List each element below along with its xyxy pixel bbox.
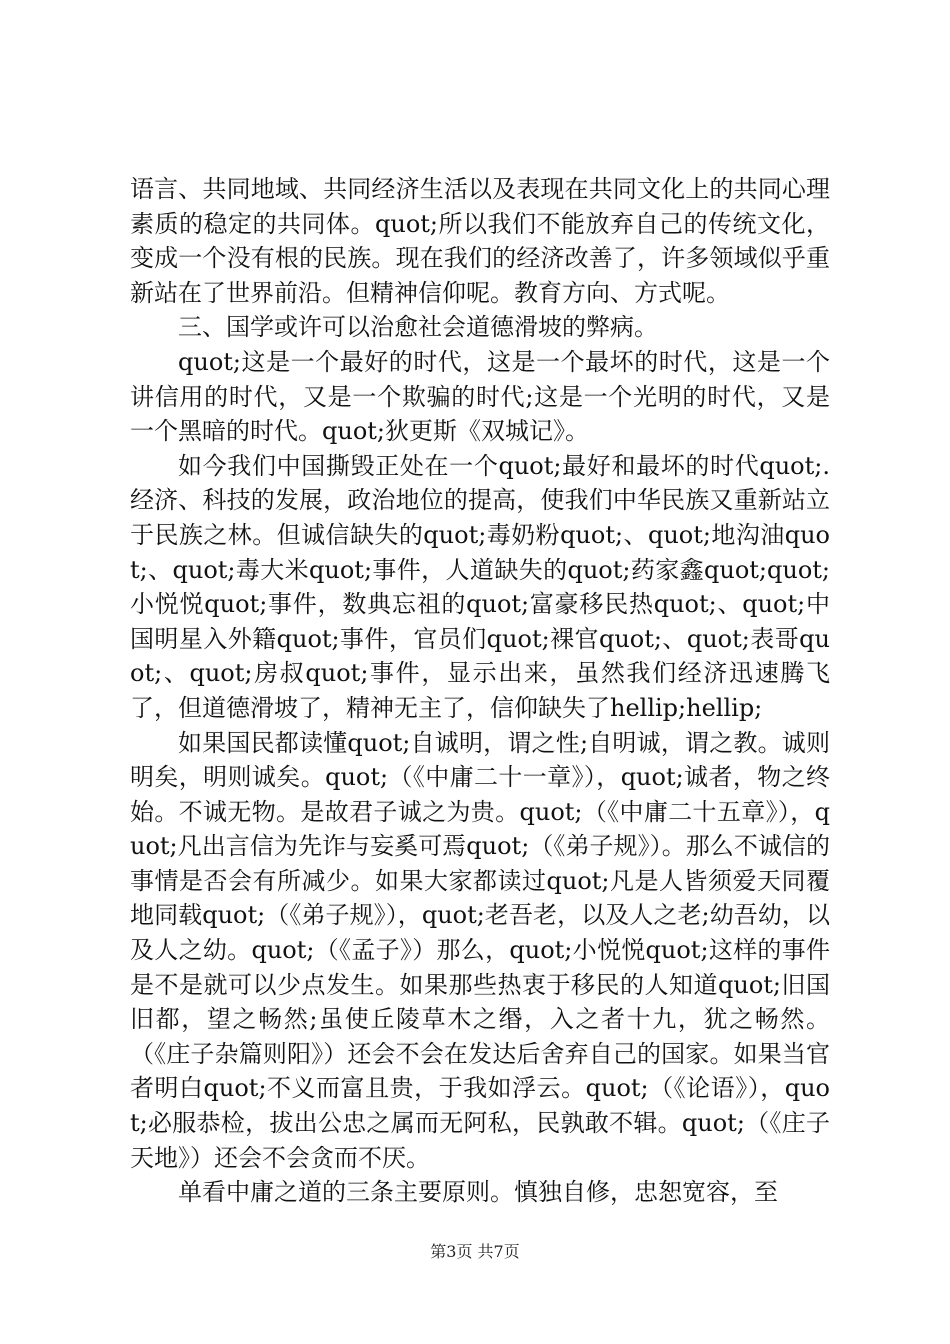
page-footer: 第3页 共7页 bbox=[430, 1242, 520, 1261]
paragraph-dickens-quote: quot;这是一个最好的时代，这是一个最坏的时代，这是一个讲信用的时代，又是一个欺骗的时代;这是一个光明的时代，又是一个黑暗的时代。quot;狄更斯《双城记》。 bbox=[130, 347, 830, 446]
paragraph-classics-quotes: 如果国民都读懂quot;自诚明，谓之性;自明诚，谓之教。诚则明矣，明则诚矣。quot;（《中庸二十一章》），quot;诚者，物之终始。不诚无物。是故君子诚之为贵。quot;（《中庸二十五章》），quot;凡出言信为先诈与妄奚可焉quot;（《弟子规》）。那么不诚信的事情是否会有所减少。如果大家都读过quot;凡是人皆须爱天同覆地同载quot;（《弟子规》），quot;老吾老，以及人之老;幼吾幼，以及人之幼。quot;（《孟子》）那么，quot;小悦悦quot;这样的事件是不是就可以少点发生。如果那些热衷于移民的人知道quot;旧国旧都，望之畅然;虽使丘陵草木之缗，入之者十九，犹之畅然。（《庄子杂篇则阳》）还会不会在发达后舍弃自己的国家。如果当官者明白quot;不义而富且贵，于我如浮云。quot;（《论语》），quot;必服恭检，拔出公忠之属而无阿私，民孰敢不辑。quot;（《庄子天地》）还会不会贪而不厌。 bbox=[130, 728, 830, 1172]
section-heading-three: 三、国学或许可以治愈社会道德滑坡的弊病。 bbox=[178, 313, 658, 342]
paragraph-continuation: 语言、共同地域、共同经济生活以及表现在共同文化上的共同心理素质的稳定的共同体。quot;所以我们不能放弃自己的传统文化，变成一个没有根的民族。现在我们的经济改善了，许多领域似乎重新站在了世界前沿。但精神信仰呢。教育方向、方式呢。 bbox=[130, 175, 830, 307]
paragraph-zhongyong-principles: 单看中庸之道的三条主要原则。慎独自修，忠恕宽容，至 bbox=[178, 1178, 778, 1207]
paragraph-moral-decline: 如今我们中国撕毁正处在一个quot;最好和最坏的时代quot;.经济、科技的发展，政治地位的提高，使我们中华民族又重新站立于民族之林。但诚信缺失的quot;毒奶粉quot;、quot;地沟油quot;、quot;毒大米quot;事件，人道缺失的quot;药家鑫quot;quot;小悦悦quot;事件，数典忘祖的quot;富豪移民热quot;、quot;中国明星入外籍quot;事件，官员们quot;裸官quot;、quot;表哥quot;、quot;房叔quot;事件，显示出来，虽然我们经济迅速腾飞了，但道德滑坡了，精神无主了，信仰缺失了hellip;hellip; bbox=[130, 451, 830, 722]
document-body bbox=[130, 172, 830, 1210]
